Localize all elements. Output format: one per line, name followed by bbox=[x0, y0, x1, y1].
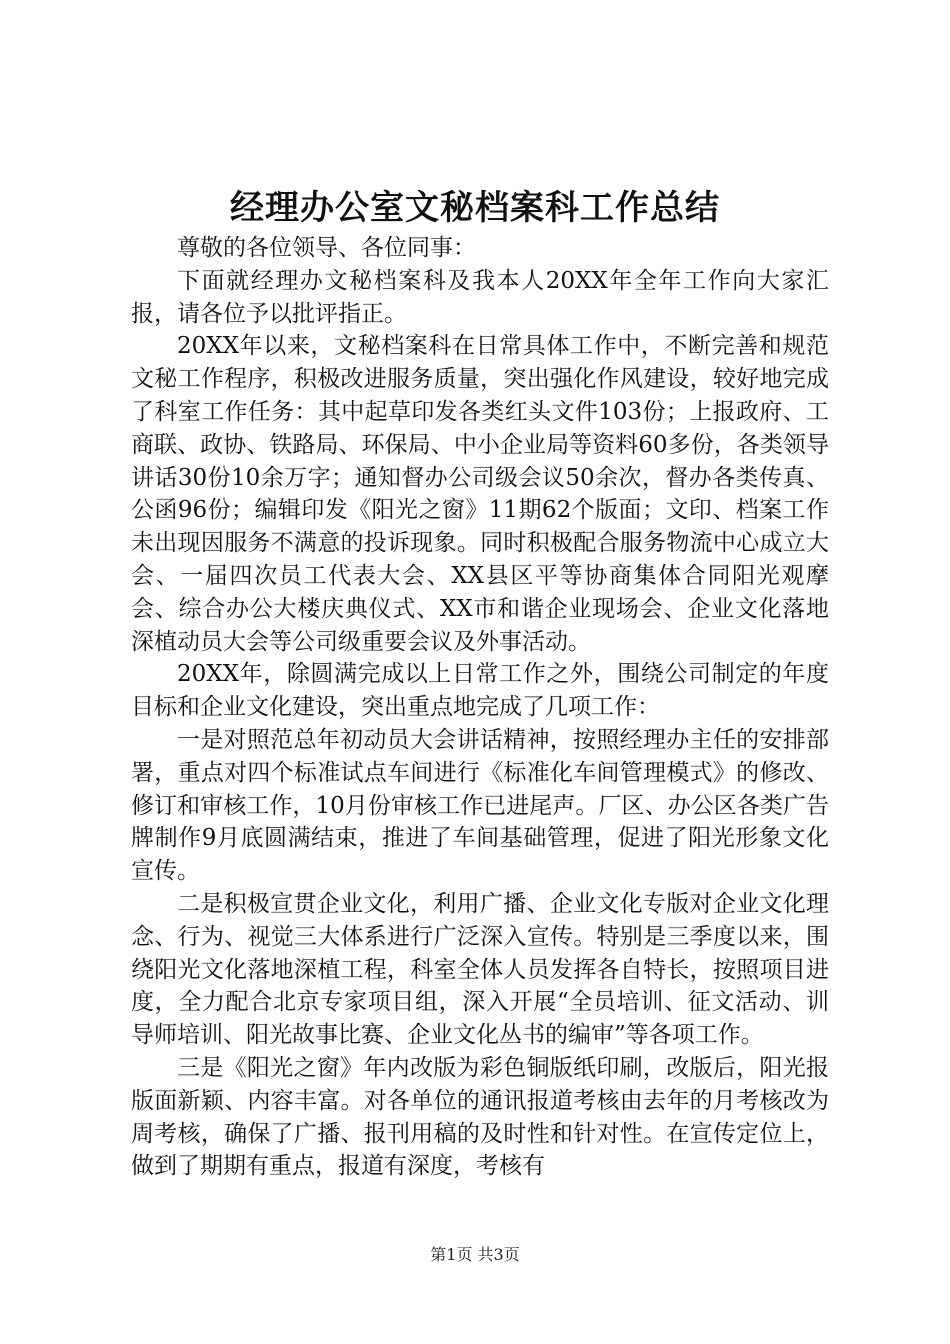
work-item-two-paragraph: 二是积极宣贯企业文化，利用广播、企业文化专版对企业文化理念、行为、视觉三大体系进行广泛深入宣传。特别是三季度以来，围绕阳光文化落地深植工程，科室全体人员发挥各自特长，按照项目进度，全力配合北京专家项目组，深入开展“全员培训、征文活动、训导师培训、阳光故事比赛、企业文化丛书的编审”等各项工作。 bbox=[131, 890, 829, 1049]
document-title: 经理办公室文秘档案科工作总结 bbox=[230, 188, 720, 228]
key-work-intro-paragraph: 20XX年，除圆满完成以上日常工作之外，围绕公司制定的年度目标和企业文化建设，突出重点地完成了几项工作： bbox=[131, 661, 829, 721]
salutation-paragraph: 尊敬的各位领导、各位同事： bbox=[177, 235, 476, 261]
work-item-three-paragraph: 三是《阳光之窗》年内改版为彩色铜版纸印刷，改版后，阳光报版面新颖、内容丰富。对各单位的通讯报道考核由去年的月考核改为周考核，确保了广播、报刊用稿的及时性和针对性。在宣传定位上，做到了期期有重点，报道有深度，考核有 bbox=[131, 1054, 829, 1180]
page-number-footer: 第1页 共3页 bbox=[430, 1245, 520, 1264]
intro-paragraph: 下面就经理办文秘档案科及我本人20XX年全年工作向大家汇报，请各位予以批评指正。 bbox=[131, 267, 829, 327]
document-body bbox=[131, 232, 829, 1183]
overview-paragraph: 20XX年以来，文秘档案科在日常具体工作中，不断完善和规范文秘工作程序，积极改进服务质量，突出强化作风建设，较好地完成了科室工作任务：其中起草印发各类红头文件103份；上报政府、工商联、政协、铁路局、环保局、中小企业局等资料60多份，各类领导讲话30份10余万字；通知督办公司级会议50余次，督办各类传真、公函96份；编辑印发《阳光之窗》11期62个版面；文印、档案工作未出现因服务不满意的投诉现象。同时积极配合服务物流中心成立大会、一届四次员工代表大会、XX县区平等协商集体合同阳光观摩会、综合办公大楼庆典仪式、XX市和谐企业现场会、企业文化落地深植动员大会等公司级重要会议及外事活动。 bbox=[131, 333, 829, 655]
work-item-one-paragraph: 一是对照范总年初动员大会讲话精神，按照经理办主任的安排部署，重点对四个标准试点车间进行《标准化车间管理模式》的修改、修订和审核工作，10月份审核工作已进尾声。厂区、办公区各类广告牌制作9月底圆满结束，推进了车间基础管理，促进了阳光形象文化宣传。 bbox=[131, 726, 829, 885]
